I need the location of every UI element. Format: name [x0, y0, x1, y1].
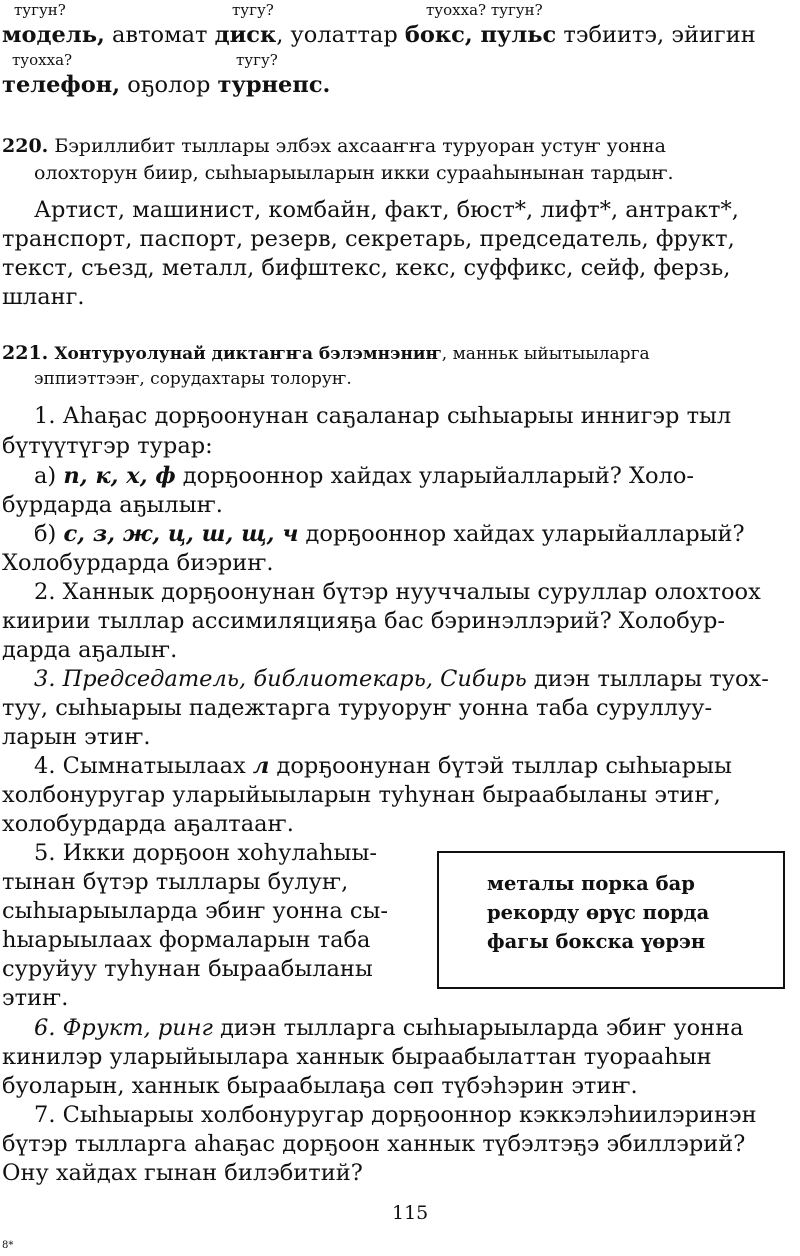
question-3: ларын этиҥ. — [2, 724, 151, 750]
text-span: 4. Сымнатыылаах — [34, 753, 253, 779]
bold-word: модель, — [2, 22, 105, 48]
exercise-number: 221. — [2, 342, 49, 364]
item-label: а) — [34, 463, 64, 489]
signature-mark: 8* — [2, 1240, 14, 1251]
box-line: рекорду өрүс порда — [487, 901, 710, 924]
question-5: һыарыылаах формаларын таба — [2, 927, 371, 953]
question-4: холбонуругар уларыйыыларын туһунан быраабыланы этиҥ, — [2, 782, 721, 808]
text-span: дорҕоонунан бүтэй тыллар сыһыарыы — [269, 753, 732, 779]
question-3 — [34, 665, 769, 693]
title-bold: Хонтуруолунай диктаҥҥа бэлэмнэниҥ — [54, 344, 442, 364]
text-line — [2, 21, 756, 49]
question-1a: бурдарда аҕылыҥ. — [2, 492, 223, 518]
box-line: фагы бокска үөрэн — [487, 930, 706, 953]
annotation-question: тугу? — [232, 1, 274, 19]
text-span: автомат — [104, 22, 215, 48]
question-7: бүтэр тылларга аһаҕас дорҕоон ханнык түбэлтэҕэ эбиллэрий? — [2, 1131, 746, 1157]
letters: с, з, ж, ц, ш, щ, ч — [63, 521, 299, 547]
annotation-question: тугу? — [236, 51, 278, 69]
example-box — [437, 851, 785, 989]
italic-words: Председатель, библиотекарь, Сибирь — [62, 666, 527, 692]
italic-words: Фрукт, ринг — [62, 1015, 213, 1041]
question-7: 7. Сыһыарыы холбонуругар дорҕооннор кэккэлэһиилэринэн — [34, 1102, 757, 1128]
task-text: Бэриллибит тыллары элбэх ахсааҥҥа туруоран устуҥ уонна — [54, 135, 666, 157]
item-label: 6. — [34, 1015, 63, 1041]
question-5: этиҥ. — [2, 985, 69, 1011]
question-4: холобурдарда аҕалтааҥ. — [2, 811, 294, 837]
question-5: сыһыарыыларда эбиҥ уонна сы- — [2, 898, 388, 924]
text-span: тэбиитэ, эйигин — [556, 22, 756, 48]
page-number: 115 — [392, 1202, 429, 1224]
question-5: суруйуу туһунан быраабыланы — [2, 956, 373, 982]
annotation-question: туохха? тугун? — [426, 1, 543, 19]
question-6: кинилэр уларыйыылара ханнык быраабылаттан туораaһын — [2, 1044, 712, 1070]
question-6: буоларын, ханнык быраабылаҕа сөп түбэһэрин этиҥ. — [2, 1073, 638, 1099]
letters: п, к, х, ф — [63, 463, 176, 489]
question-7: Ону хайдах гынан билэбитий? — [2, 1160, 363, 1186]
question-2: дарда аҕалыҥ. — [2, 637, 178, 663]
task-text: олохторун биир, сыһыарыыларын икки сурааһынынан тардыҥ. — [34, 162, 674, 184]
text-span: диэн тылларга сыһыарыыларда эбиҥ уонна — [212, 1015, 744, 1041]
bold-word: бокс, пульс — [404, 22, 557, 48]
word-list-line: шланг. — [2, 284, 85, 310]
bold-word: турнепс. — [217, 72, 331, 98]
word-list-line: Артист, машинист, комбайн, факт, бюст*, лифт*, антракт*, — [34, 197, 739, 223]
text-span: оҕолор — [120, 72, 218, 98]
question-3: туу, сыһыарыы падежтарга туруоруҥ уонна таба суруллуу- — [2, 695, 713, 721]
letters: л — [252, 753, 270, 779]
question-1: 1. Аһаҕас дорҕоонунан саҕаланар сыһыарыы иннигэр тыл — [34, 403, 732, 429]
item-label: б) — [34, 521, 64, 547]
question-6 — [34, 1014, 744, 1042]
title-text: эппиэттээҥ, сорудахтары толоруҥ. — [34, 369, 352, 389]
question-5: тынан бүтэр тыллары булуҥ, — [2, 869, 349, 895]
question-1b: Холобурдарда биэриҥ. — [2, 550, 274, 576]
annotation-question: тугун? — [14, 1, 66, 19]
word-list-line: текст, съезд, металл, бифштекс, кекс, суффикс, сейф, ферзь, — [2, 255, 731, 281]
exercise-number: 220. — [2, 135, 49, 157]
question-4 — [34, 752, 732, 780]
item-label: 3. — [34, 666, 63, 692]
question-5: 5. Икки дорҕоон хоһулаһыы- — [34, 840, 377, 866]
question-2: киирии тыллар ассимиляцияҕа бас бэринэллэрий? Холобур- — [2, 608, 725, 634]
exercise-220-task — [2, 133, 666, 159]
question-1a — [34, 462, 694, 490]
bold-word: телефон, — [2, 72, 121, 98]
text-span: диэн тыллары туох- — [526, 666, 769, 692]
question-2: 2. Ханнык дорҕоонунан бүтэр нууччалыы суруллар олохтоох — [34, 579, 761, 605]
text-span: дорҕооннор хайдах уларыйалларый? — [298, 521, 745, 547]
title-text: , манньк ыйытыыларга — [441, 344, 650, 364]
question-1: бүтүүтүгэр турар: — [2, 433, 213, 459]
exercise-221-title — [2, 340, 650, 367]
question-1b — [34, 520, 745, 548]
bold-word: диск — [214, 22, 277, 48]
text-span: дорҕооннор хайдах уларыйалларый? Холо- — [175, 463, 695, 489]
text-line — [2, 71, 330, 99]
box-line: металы порка бар — [487, 872, 695, 895]
annotation-question: туохха? — [12, 51, 73, 69]
text-span: , уолаттар — [276, 22, 405, 48]
word-list-line: транспорт, паспорт, резерв, секретарь, председатель, фрукт, — [2, 226, 735, 252]
